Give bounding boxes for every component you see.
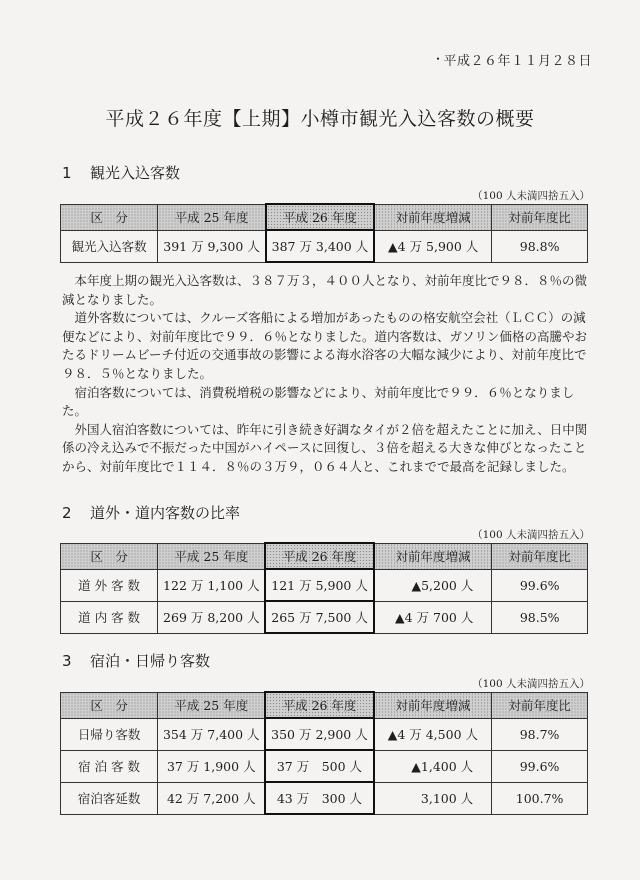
document-title: 平成２６年度【上期】小樽市観光入込客数の概要 <box>105 108 535 130</box>
table-row <box>61 750 588 782</box>
section-2-heading <box>62 502 240 523</box>
section-number: 3 <box>62 652 72 670</box>
col-ratio: 対前年度比 <box>492 692 588 718</box>
table-stay-daytrip <box>60 691 588 815</box>
col-h26: 平成 26 年度 <box>266 204 374 230</box>
table-row <box>61 569 588 601</box>
col-h25: 平成 25 年度 <box>158 204 266 230</box>
cell-ratio: 99.6% <box>492 569 588 601</box>
table-header-row <box>61 543 588 569</box>
col-h25: 平成 25 年度 <box>158 692 266 718</box>
col-change: 対前年度増減 <box>374 543 492 569</box>
cell-ratio: 98.5% <box>492 601 588 633</box>
col-category: 区 分 <box>61 204 158 230</box>
cell-h26: 121 万 5,900 人 <box>265 569 373 601</box>
cell-ratio: 100.7% <box>492 782 588 814</box>
cell-change: ▲4 万 700 人 <box>374 601 492 633</box>
section-1-heading <box>62 162 180 183</box>
cell-change: ▲5,200 人 <box>374 569 492 601</box>
paragraph: 宿泊客数については、消費税増税の影響などにより、対前年度比で９９．６％となりました。 <box>62 384 575 419</box>
rounding-note: （100 人未満四捨五入） <box>472 678 590 690</box>
col-h26: 平成 26 年度 <box>265 543 373 569</box>
cell-h26: 265 万 7,500 人 <box>265 601 373 633</box>
paragraph: 本年度上期の観光入込客数は、３８７万３，４００人となり、対前年度比で９８．８％の微減となりました。 <box>62 273 588 307</box>
cell-h25: 269 万 8,200 人 <box>158 601 266 633</box>
document-date: 平成２６年１１月２８日 <box>443 54 592 69</box>
cell-change: ▲4 万 5,900 人 <box>374 230 492 262</box>
section-3-heading <box>62 650 210 671</box>
table-row <box>61 230 588 262</box>
col-ratio: 対前年度比 <box>492 543 588 569</box>
row-label: 宿泊客延数 <box>61 782 158 814</box>
section-title: 観光入込客数 <box>90 164 181 182</box>
row-label: 日帰り客数 <box>61 718 158 750</box>
rounding-note: （100 人未満四捨五入） <box>472 190 590 202</box>
table-row <box>61 601 588 633</box>
cell-ratio: 98.8% <box>492 230 588 262</box>
table-visitors-total <box>60 203 588 263</box>
col-h26: 平成 26 年度 <box>265 692 373 718</box>
cell-h25: 354 万 7,400 人 <box>158 718 266 750</box>
table-header-row <box>61 692 588 718</box>
cell-h26: 387 万 3,400 人 <box>266 230 374 262</box>
table-row <box>61 718 588 750</box>
row-label: 道 内 客 数 <box>61 601 158 633</box>
table-domestic-ratio <box>60 542 588 634</box>
cell-change: ▲1,400 人 <box>374 750 492 782</box>
col-category: 区 分 <box>61 543 158 569</box>
col-ratio: 対前年度比 <box>492 204 588 230</box>
cell-h26: 37 万 500 人 <box>265 750 373 782</box>
row-label: 道 外 客 数 <box>61 569 158 601</box>
row-label: 宿 泊 客 数 <box>61 750 158 782</box>
col-change: 対前年度増減 <box>374 204 492 230</box>
cell-change: ▲4 万 4,500 人 <box>374 718 492 750</box>
paragraph: 道外客数については、クルーズ客船による増加があったものの格安航空会社（ＬＣＣ）の減便などにより、対前年度比で９９．６％となりました。道内客数は、ガソリン価格の高騰やおたるドリームビーチ付近の交通事故の影響による海水浴客の大幅な減少により、対前年度比で９８．５％となりました。 <box>62 310 588 381</box>
table-header-row <box>61 204 588 230</box>
col-category: 区 分 <box>61 692 158 718</box>
cell-ratio: 98.7% <box>492 718 588 750</box>
section-number: 1 <box>62 164 72 182</box>
cell-h25: 37 万 1,900 人 <box>158 750 266 782</box>
section-title: 宿泊・日帰り客数 <box>90 652 211 670</box>
scan-dot: ・ <box>432 52 445 66</box>
col-h25: 平成 25 年度 <box>158 543 266 569</box>
summary-text <box>62 272 590 477</box>
rounding-note: （100 人未満四捨五入） <box>472 529 590 541</box>
cell-h26: 43 万 300 人 <box>265 782 373 814</box>
cell-h25: 391 万 9,300 人 <box>158 230 266 262</box>
cell-h25: 42 万 7,200 人 <box>158 782 266 814</box>
cell-ratio: 99.6% <box>492 750 588 782</box>
col-change: 対前年度増減 <box>374 692 492 718</box>
cell-h25: 122 万 1,100 人 <box>158 569 266 601</box>
cell-change: 3,100 人 <box>374 782 492 814</box>
paragraph: 外国人宿泊客数については、昨年に引き続き好調なタイが２倍を超えたことに加え、日中関係の冷え込みで不振だった中国がハイペースに回復し、３倍を超える大きな伸びとなったことから、対前年度比で１１４．８％の３万９，０６４人と、これまでで最高を記録しました。 <box>62 421 588 474</box>
cell-h26: 350 万 2,900 人 <box>265 718 373 750</box>
row-label: 観光入込客数 <box>61 230 158 262</box>
section-title: 道外・道内客数の比率 <box>90 504 241 522</box>
table-row <box>61 782 588 814</box>
section-number: 2 <box>62 504 72 522</box>
